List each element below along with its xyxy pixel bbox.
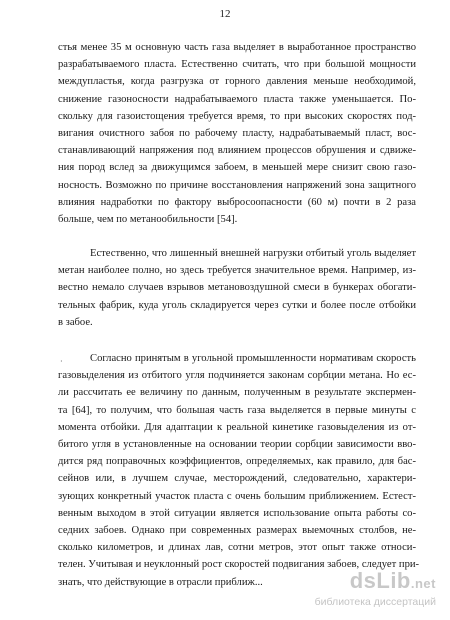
text-line: междупластья, когда разгрузка от горного давления меньше необходимой, [58, 76, 416, 88]
text-line: снижение газоносности надрабатываемого пласта также уменьшается. По- [58, 93, 416, 105]
text-line: влияния надработки по фактору выбросоопасности (60 м) почти в 2 раза [58, 196, 416, 208]
text-line: носность. Возможно по причине восстановления напряжений зона защитного [58, 179, 416, 191]
text-line: Согласно принятым в угольной промышленности нормативам скорость [90, 353, 416, 364]
text-line: разрабатываемого пласта. Естественно считать, что при большой мощности [58, 59, 416, 71]
watermark [286, 568, 436, 616]
text-line: газовыделения из отбитого угля подчиняется законам сорбции метана. Но ес- [58, 370, 416, 382]
text-line: венным выходом в этой ситуации является использование опыта работы со- [58, 507, 416, 519]
watermark-logo-suffix: .net [410, 576, 436, 591]
text-line: телен. Учитывая и неуклонный рост скоростей подвигания забоев, следует при- [58, 559, 420, 571]
text-line: седних забоев. Однако при современных размерах выемочных столбов, не- [58, 525, 416, 537]
text-line: в забое. [58, 316, 93, 328]
text-line: тельных фабрик, куда уголь складируется через сутки и более после отбойки [58, 299, 416, 311]
text-line: Естественно, что лишенный внешней нагрузки отбитый уголь выделяет [90, 248, 416, 259]
watermark-logo-text: dsLib [349, 568, 411, 593]
text-line: битого угля в установленные на основании теории сорбции зависимости вво- [58, 439, 416, 451]
page-number: 12 [219, 8, 231, 20]
text-line: сколько километров, и длинах лав, сотни метров, этот опыт также относи- [58, 542, 416, 554]
text-line: больше, чем по метанообильности [54]. [58, 214, 238, 226]
paragraph-1 [58, 39, 416, 228]
text-line: знать, что действующие в отрасли приближ... [58, 576, 263, 588]
text-line: та [64], то получим, что большая часть газа выделяется в первые минуты с [58, 404, 416, 416]
text-line: скольку для газоистощения требуется время, то при высоких скоростях под- [58, 110, 416, 122]
text-line: вигания очистного забоя по рабочему пласту, надрабатываемый пласт, вос- [58, 128, 416, 140]
text-line: станавливающий напряжения под влиянием процессов обрушения и сдвиже- [58, 145, 416, 157]
text-line: вестно немало случаев взрывов метановоздушной смеси в бункерах обогати- [58, 282, 416, 294]
watermark-logo [350, 568, 436, 594]
text-line: стья менее 35 м основную часть газа выделяет в выработанное пространство [58, 42, 416, 53]
text-line: зующих конкретный участок пласта с очень большим приближением. Естест- [58, 490, 416, 502]
text-line: сейнов или, в лучшем случае, месторождений, следовательно, характери- [58, 473, 416, 485]
paragraph-3 [58, 350, 420, 591]
text-line: метан наиболее полно, но здесь требуется значительное время. Например, из- [58, 265, 416, 277]
text-line: ния пород вслед за движущимся забоем, в меньшей мере снизит свою газо- [58, 162, 416, 174]
paragraph-2 [58, 245, 416, 331]
margin-dot: · [60, 357, 63, 366]
watermark-caption: библиотека диссертаций [314, 596, 436, 608]
text-line: дится ряд поправочных коэффициентов, определяемых, как правило, для бас- [58, 456, 416, 468]
text-line: ли рассчитать ее величину по данным, полученным в результате экспермен- [58, 387, 416, 399]
text-line: момента отбойки. Для адаптации к реальной кинетике газовыделения из от- [58, 421, 416, 433]
